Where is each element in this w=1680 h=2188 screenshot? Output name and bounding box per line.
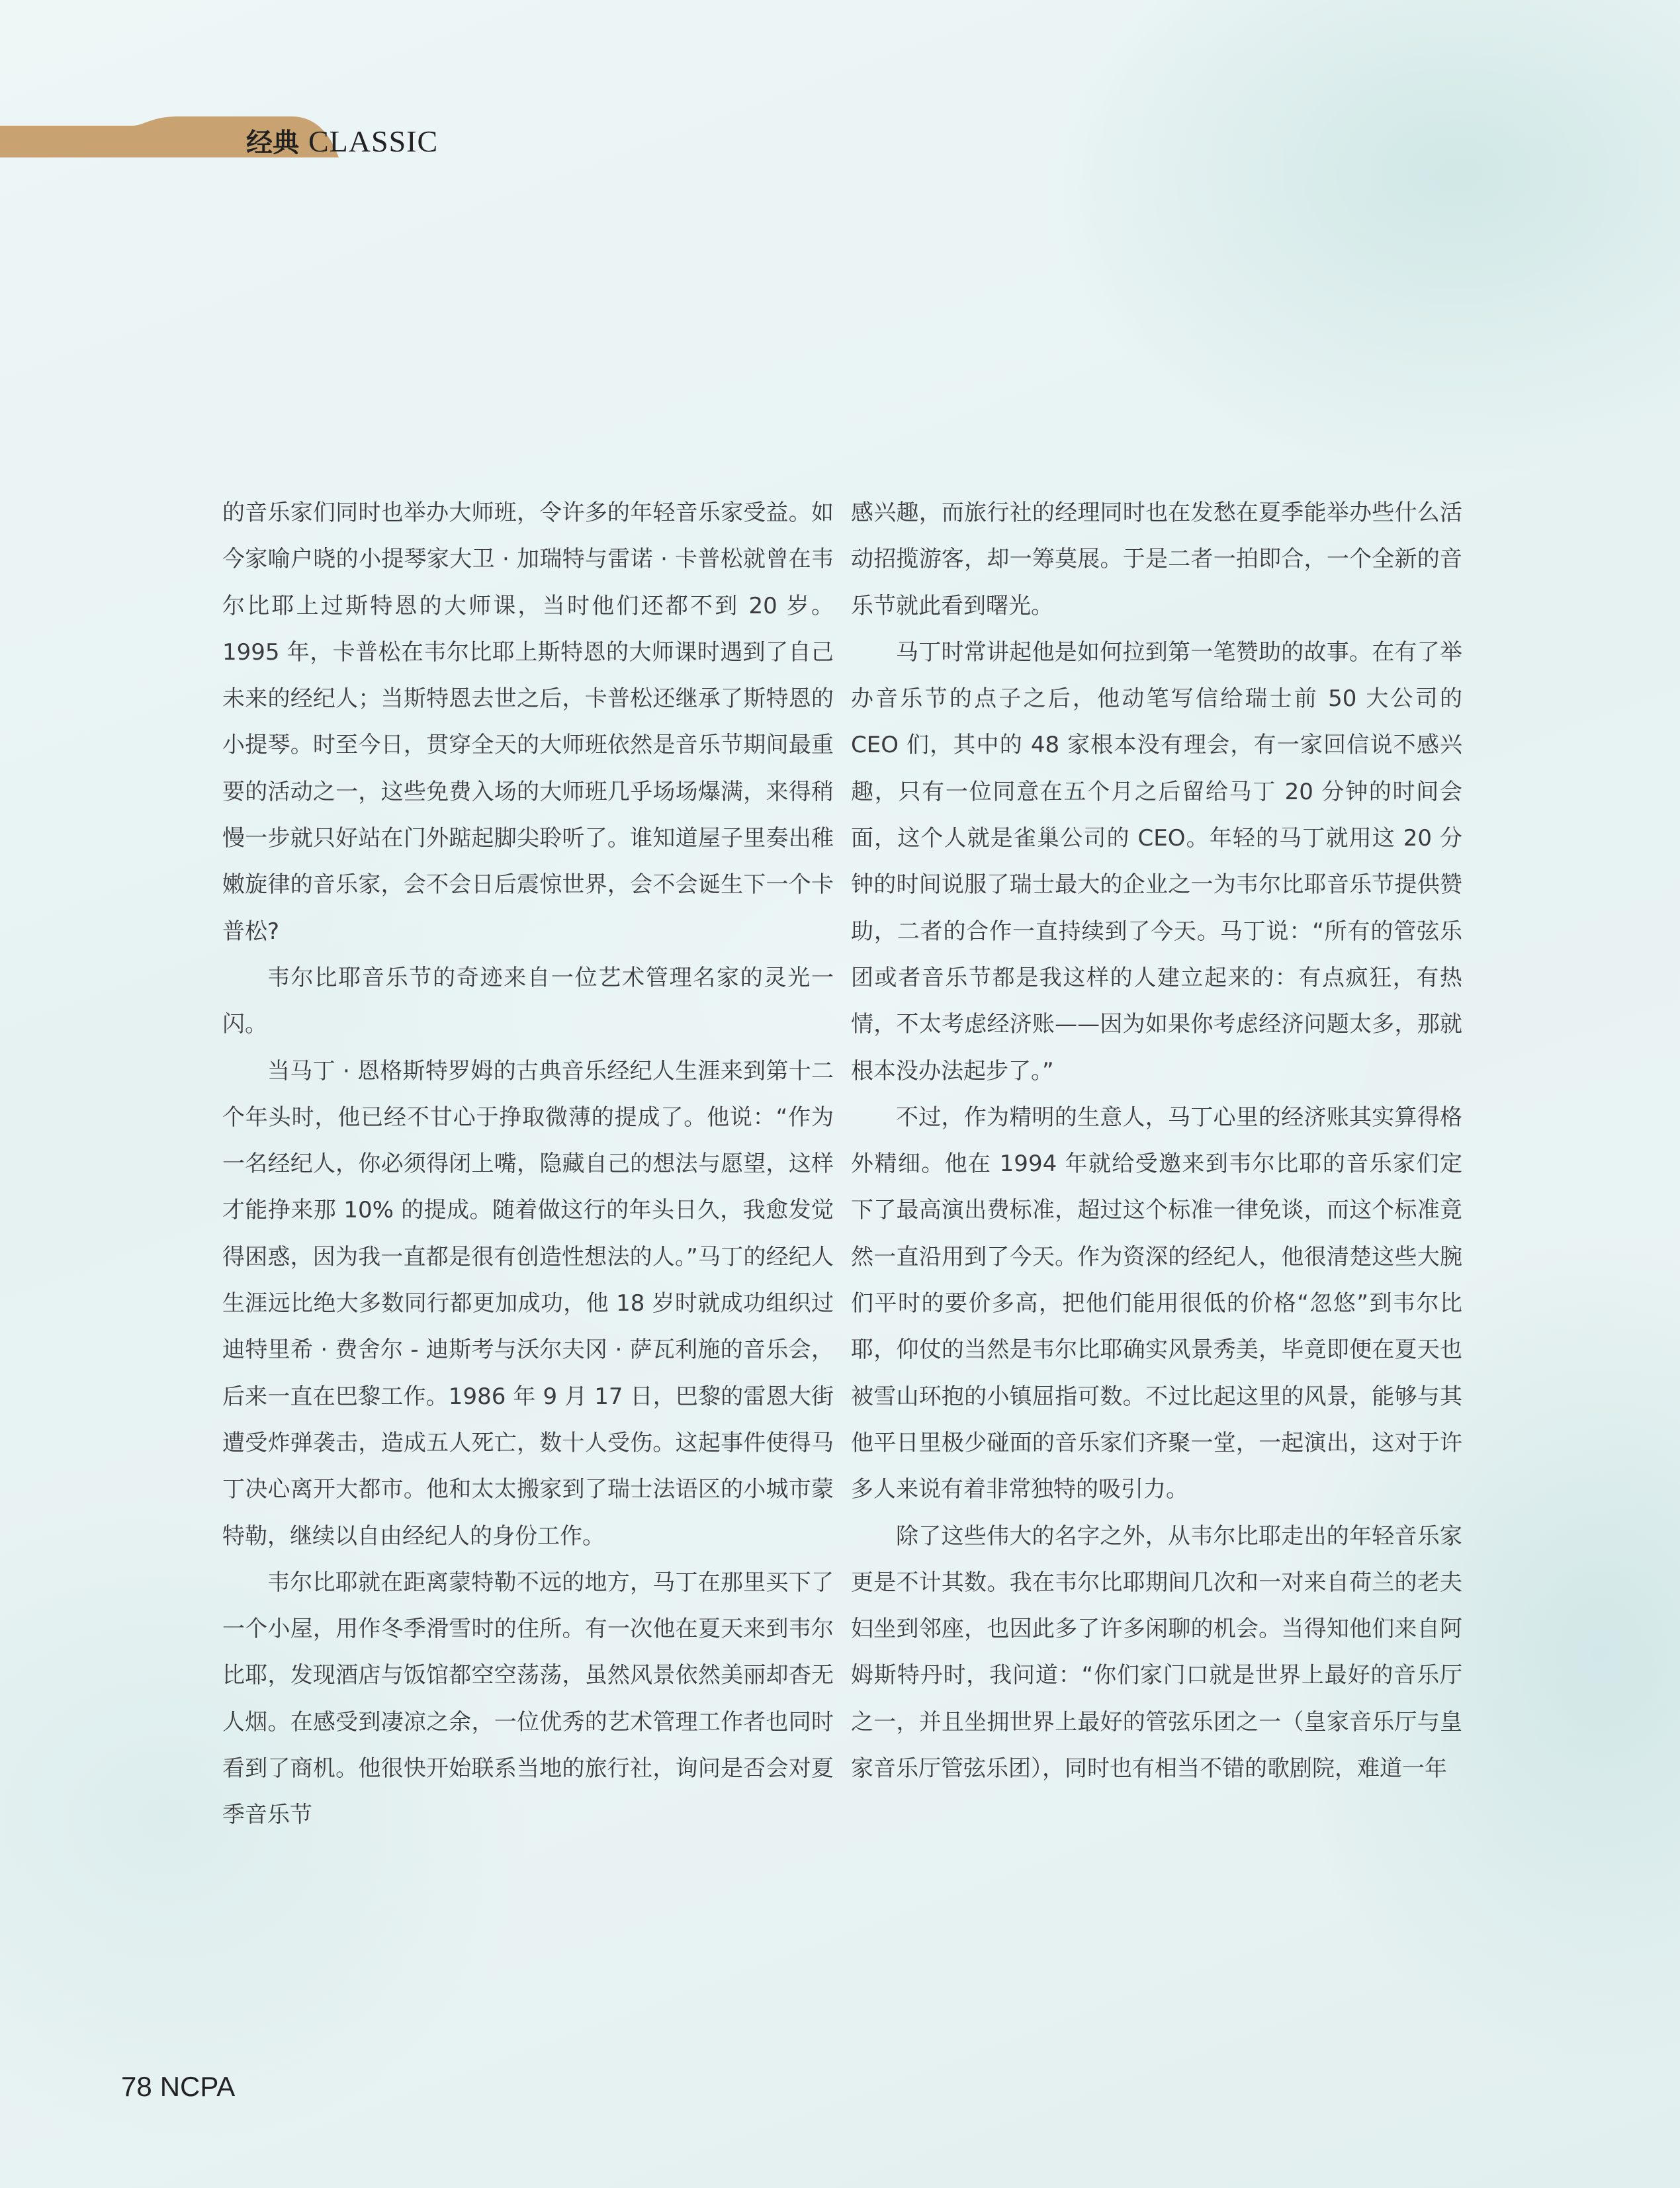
article-column-left [222, 490, 834, 1839]
section-title-english: CLASSIC [308, 124, 439, 158]
paragraph: 当马丁 · 恩格斯特罗姆的古典音乐经纪人生涯来到第十二个年头时，他已经不甘心于挣取微薄的提成了。他说：“作为一名经纪人，你必须得闭上嘴，隐藏自己的想法与愿望，这样才能挣来那 10% 的提成。随着做这行的年头日久，我愈发觉得困惑，因为我一直都是很有创造性想法的人。”马丁的经纪人生涯远比绝大多数同行都更加成功，他 18 岁时就成功组织过迪特里希 · 费舍尔 - 迪斯考与沃尔夫冈 · 萨瓦利施的音乐会，后来一直在巴黎工作。1986 年 9 月 17 日，巴黎的雷恩大街遭受炸弹袭击，造成五人死亡，数十人受伤。这起事件使得马丁决心离开大都市。他和太太搬家到了瑞士法语区的小城市蒙特勒，继续以自由经纪人的身份工作。 [222, 1057, 834, 1550]
article-column-right [851, 490, 1462, 1792]
paragraph: 马丁时常讲起他是如何拉到第一笔赞助的故事。在有了举办音乐节的点子之后，他动笔写信给瑞士前 50 大公司的 CEO 们，其中的 48 家根本没有理会，有一家回信说不感兴趣，只有一位同意在五个月之后留给马丁 20 分钟的时间会面，这个人就是雀巢公司的 CEO。年轻的马丁就用这 20 分钟的时间说服了瑞士最大的企业之一为韦尔比耶音乐节提供赞助，二者的合作一直持续到了今天。马丁说：“所有的管弦乐团或者音乐节都是我这样的人建立起来的：有点疯狂，有热情，不太考虑经济账——因为如果你考虑经济问题太多，那就根本没办法起步了。” [851, 638, 1462, 1084]
section-title-chinese: 经典 [246, 128, 299, 158]
paragraph: 韦尔比耶音乐节的奇迹来自一位艺术管理名家的灵光一闪。 [222, 964, 834, 1038]
paragraph: 不过，作为精明的生意人，马丁心里的经济账其实算得格外精细。他在 1994 年就给受邀来到韦尔比耶的音乐家们定下了最高演出费标准，超过这个标准一律免谈，而这个标准竟然一直沿用到了今天。作为资深的经纪人，他很清楚这些大腕们平时的要价多高，把他们能用很低的价格“忽悠”到韦尔比耶，仰仗的当然是韦尔比耶确实风景秀美，毕竟即便在夏天也被雪山环抱的小镇屈指可数。不过比起这里的风景，能够与其他平日里极少碰面的音乐家们齐聚一堂，一起演出，这对于许多人来说有着非常独特的吸引力。 [851, 1104, 1462, 1503]
paragraph: 感兴趣，而旅行社的经理同时也在发愁在夏季能举办些什么活动招揽游客，却一筹莫展。于是二者一拍即合，一个全新的音乐节就此看到曙光。 [851, 500, 1462, 619]
section-label [246, 122, 438, 159]
paragraph: 除了这些伟大的名字之外，从韦尔比耶走出的年轻音乐家更是不计其数。我在韦尔比耶期间几次和一对来自荷兰的老夫妇坐到邻座，也因此多了许多闲聊的机会。当得知他们来自阿姆斯特丹时，我问道：“你们家门口就是世界上最好的音乐厅之一，并且坐拥世界上最好的管弦乐团之一（皇家音乐厅与皇家音乐厅管弦乐团），同时也有相当不错的歌剧院，难道一年 [851, 1522, 1462, 1782]
paragraph: 韦尔比耶就在距离蒙特勒不远的地方，马丁在那里买下了一个小屋，用作冬季滑雪时的住所。有一次他在夏天来到韦尔比耶，发现酒店与饭馆都空空荡荡，虽然风景依然美丽却杳无人烟。在感受到凄凉之余，一位优秀的艺术管理工作者也同时看到了商机。他很快开始联系当地的旅行社，询问是否会对夏季音乐节 [222, 1569, 834, 1829]
magazine-name: NCPA [159, 2071, 236, 2102]
paragraph: 的音乐家们同时也举办大师班，令许多的年轻音乐家受益。如今家喻户晓的小提琴家大卫 · 加瑞特与雷诺 · 卡普松就曾在韦尔比耶上过斯特恩的大师课，当时他们还都不到 20 岁。1995 年，卡普松在韦尔比耶上斯特恩的大师课时遇到了自己未来的经纪人；当斯特恩去世之后，卡普松还继承了斯特恩的小提琴。时至今日，贯穿全天的大师班依然是音乐节期间最重要的活动之一，这些免费入场的大师班几乎场场爆满，来得稍慢一步就只好站在门外踮起脚尖聆听了。谁知道屋子里奏出稚嫩旋律的音乐家，会不会日后震惊世界，会不会诞生下一个卡普松? [222, 500, 834, 945]
page-number: 78 [121, 2071, 152, 2102]
page-footer [121, 2071, 235, 2103]
